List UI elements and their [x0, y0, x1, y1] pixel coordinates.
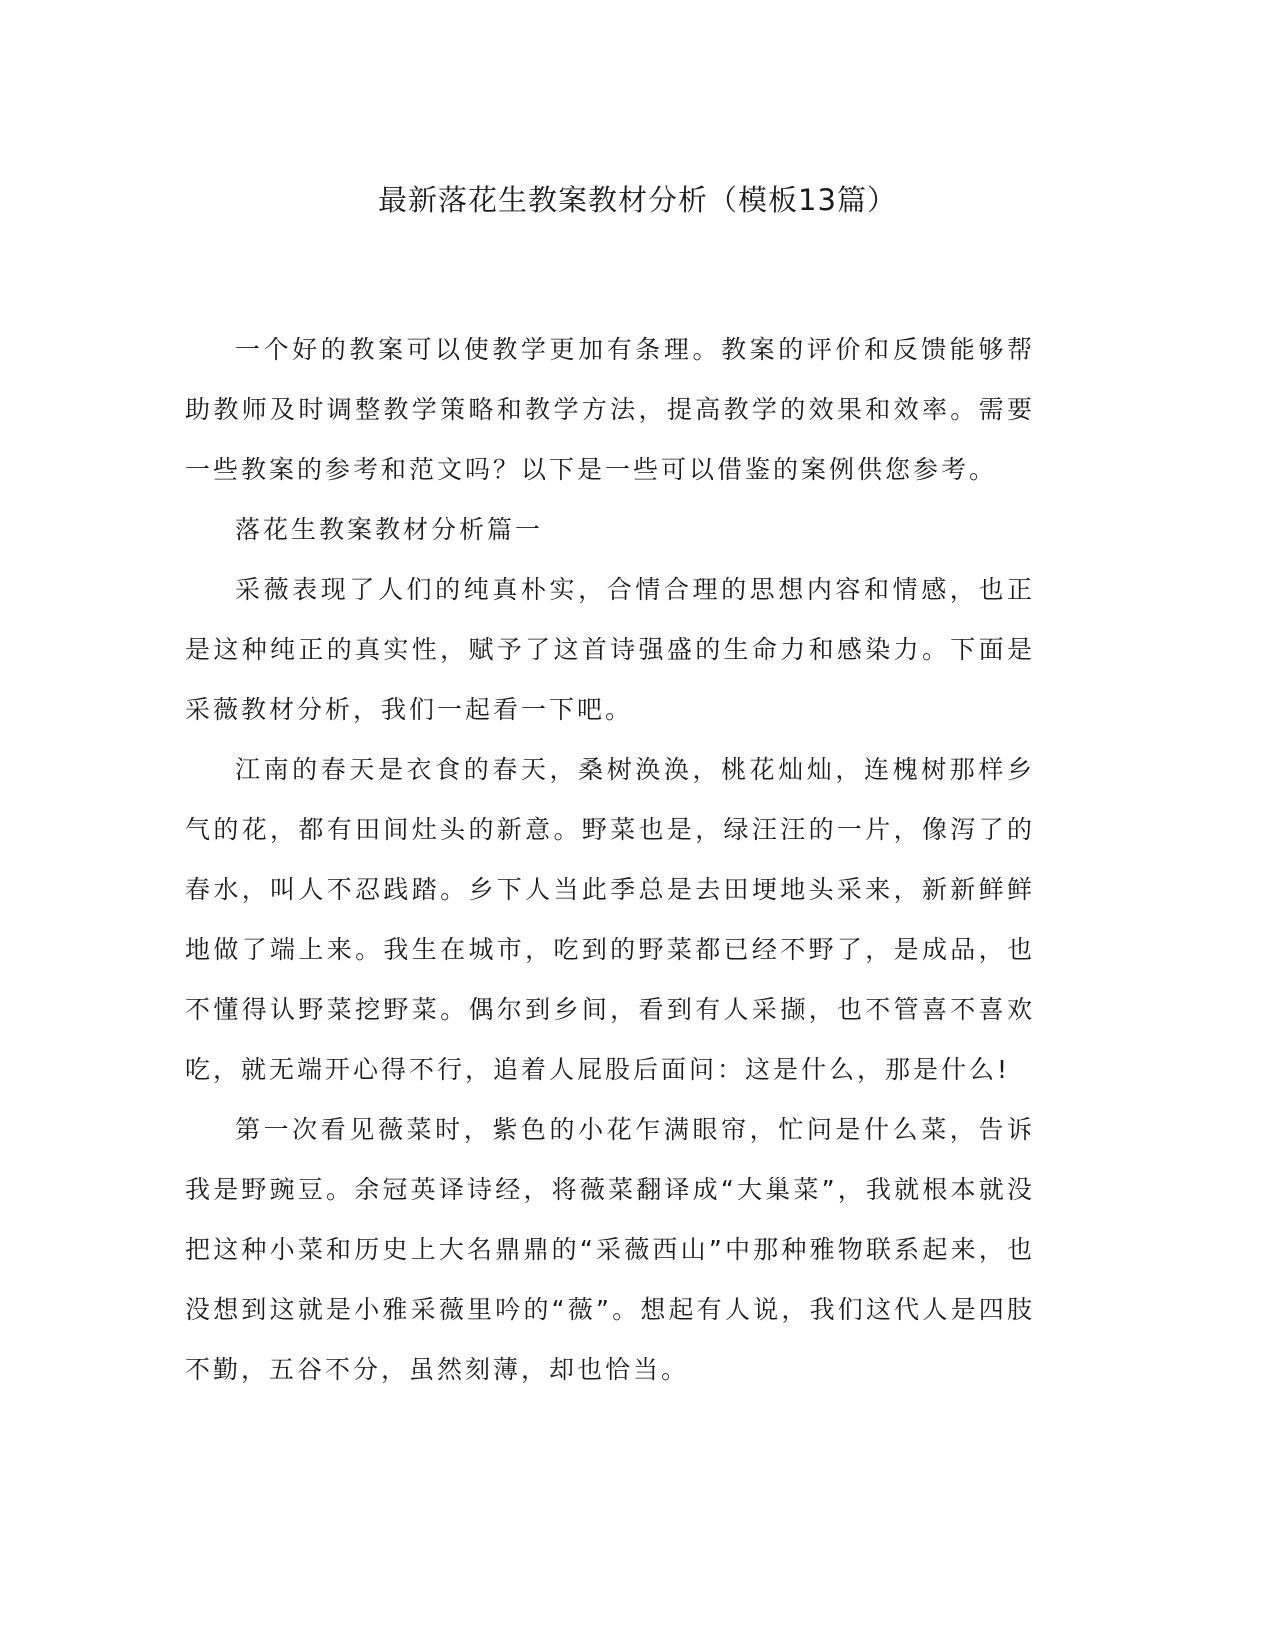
document-body — [185, 320, 1035, 1400]
document-title: 最新落花生教案教材分析（模板13篇） — [378, 183, 897, 217]
body-paragraph: 第一次看见薇菜时，紫色的小花乍满眼帘，忙问是什么菜，告诉我是野豌豆。余冠英译诗经，将薇菜翻译成“大巢菜”，我就根本就没把这种小菜和历史上大名鼎鼎的“采薇西山”中那种雅物联系起来，也没想到这就是小雅采薇里吟的“薇”。想起有人说，我们这代人是四肢不勤，五谷不分，虽然刻薄，却也恰当。 — [185, 1115, 1035, 1384]
body-paragraph: 江南的春天是衣食的春天，桑树涣涣，桃花灿灿，连槐树那样乡气的花，都有田间灶头的新意。野菜也是，绿汪汪的一片，像泻了的春水，叫人不忍践踏。乡下人当此季总是去田埂地头采来，新新鲜鲜地做了端上来。我生在城市，吃到的野菜都已经不野了，是成品，也不懂得认野菜挖野菜。偶尔到乡间，看到有人采撷，也不管喜不喜欢吃，就无端开心得不行，追着人屁股后面问：这是什么，那是什么! — [185, 755, 1035, 1084]
body-paragraph: 采薇表现了人们的纯真朴实，合情合理的思想内容和情感，也正是这种纯正的真实性，赋予了这首诗强盛的生命力和感染力。下面是采薇教材分析，我们一起看一下吧。 — [185, 575, 1035, 724]
intro-paragraph: 一个好的教案可以使教学更加有条理。教案的评价和反馈能够帮助教师及时调整教学策略和教学方法，提高教学的效果和效率。需要一些教案的参考和范文吗？以下是一些可以借鉴的案例供您参考。 — [185, 335, 1035, 484]
section-heading: 落花生教案教材分析篇一 — [235, 515, 544, 544]
